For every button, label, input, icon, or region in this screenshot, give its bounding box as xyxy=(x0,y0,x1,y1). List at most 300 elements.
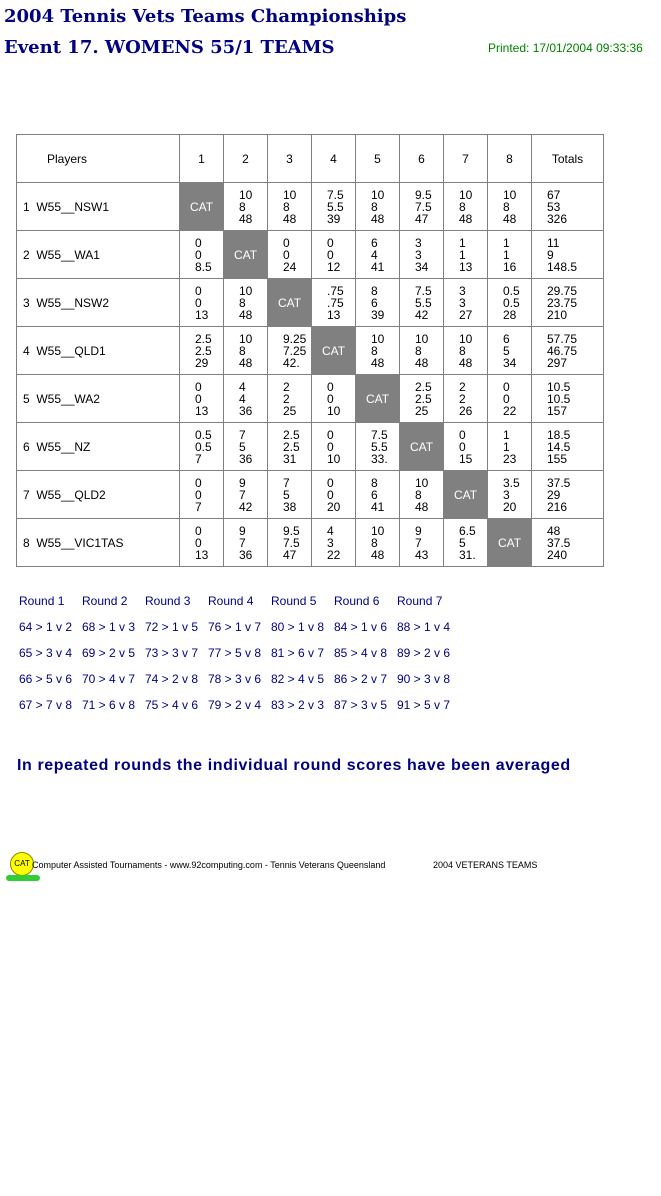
score-value: 48 xyxy=(459,356,473,370)
score-value: 9.25 xyxy=(283,332,307,346)
score-value: 0 xyxy=(195,380,202,394)
score-cell xyxy=(180,327,224,375)
score-value: 16 xyxy=(503,260,517,274)
score-value: 5.5 xyxy=(415,296,432,310)
team-row xyxy=(17,231,604,279)
score-value: 8 xyxy=(371,536,378,550)
match-entry: 80 > 1 v 8 xyxy=(271,620,325,634)
score-cell xyxy=(312,183,356,231)
score-cell xyxy=(444,183,488,231)
score-value: 0 xyxy=(459,440,466,454)
round-header: Round 3 xyxy=(145,594,191,608)
score-value: 48 xyxy=(459,212,473,226)
score-value: 47 xyxy=(415,212,429,226)
match-entry: 84 > 1 v 6 xyxy=(334,620,388,634)
score-value: 10 xyxy=(415,476,429,490)
score-value: 25 xyxy=(415,404,429,418)
score-value: 0 xyxy=(503,380,510,394)
score-value: 13 xyxy=(459,260,473,274)
score-value: 10 xyxy=(415,332,429,346)
cat-cell: CAT xyxy=(488,519,532,567)
team-name-cell xyxy=(17,423,180,471)
score-cell xyxy=(180,375,224,423)
score-cell xyxy=(400,231,444,279)
score-cell xyxy=(400,327,444,375)
score-value: 7 xyxy=(415,536,422,550)
score-value: 2.5 xyxy=(195,332,212,346)
score-value: 36 xyxy=(239,548,253,562)
score-value: 0 xyxy=(195,476,202,490)
total-value: 10.5 xyxy=(547,380,571,394)
score-value: 43 xyxy=(415,548,429,562)
score-cell xyxy=(400,183,444,231)
total-value: 240 xyxy=(547,548,568,562)
score-value: 41 xyxy=(371,260,385,274)
score-cell xyxy=(488,423,532,471)
score-value: 8 xyxy=(371,476,378,490)
rounds-match-row xyxy=(19,698,460,724)
score-value: 0 xyxy=(327,236,334,250)
match-entry: 74 > 2 v 8 xyxy=(145,672,199,686)
score-value: 0 xyxy=(327,488,334,502)
score-value: 22 xyxy=(503,404,517,418)
match-entry: 70 > 4 v 7 xyxy=(82,672,136,686)
score-value: 8 xyxy=(239,344,246,358)
team-name: W55__WA1 xyxy=(36,247,100,262)
logo-underline xyxy=(6,875,40,881)
match-entry: 89 > 2 v 6 xyxy=(397,646,451,660)
total-value: 210 xyxy=(547,308,568,322)
score-value: 42 xyxy=(239,500,253,514)
score-value: 0 xyxy=(283,236,290,250)
score-value: 2.5 xyxy=(415,392,432,406)
score-cell xyxy=(488,279,532,327)
score-cell xyxy=(224,279,268,327)
score-cell xyxy=(444,279,488,327)
score-value: 0 xyxy=(283,248,290,262)
score-value: 0 xyxy=(195,488,202,502)
match-entry: 85 > 4 v 8 xyxy=(334,646,388,660)
score-cell xyxy=(356,231,400,279)
total-value: 29.75 xyxy=(547,284,578,298)
match-entry: 73 > 3 v 7 xyxy=(145,646,199,660)
total-value: 37.5 xyxy=(547,476,571,490)
score-cell xyxy=(268,183,312,231)
score-value: 3 xyxy=(415,236,422,250)
score-value: 25 xyxy=(283,404,297,418)
score-cell xyxy=(268,231,312,279)
col-header: 8 xyxy=(488,135,532,183)
team-row xyxy=(17,471,604,519)
match-entry: 77 > 5 v 8 xyxy=(208,646,262,660)
score-value: 13 xyxy=(195,308,209,322)
cat-cell: CAT xyxy=(268,279,312,327)
score-value: 8 xyxy=(503,200,510,214)
score-value: 5 xyxy=(503,344,510,358)
score-value: 0 xyxy=(327,380,334,394)
score-value: 1 xyxy=(459,236,466,250)
team-name: W55__QLD1 xyxy=(36,343,106,358)
score-cell xyxy=(488,327,532,375)
score-cell xyxy=(488,231,532,279)
score-value: 5.5 xyxy=(371,440,388,454)
total-value: 11 xyxy=(547,236,560,250)
match-entry: 82 > 4 v 5 xyxy=(271,672,325,686)
score-value: 6 xyxy=(371,296,378,310)
total-value: 155 xyxy=(547,452,568,466)
col-header: 4 xyxy=(312,135,356,183)
score-value: 7.25 xyxy=(283,344,307,358)
score-value: 0 xyxy=(327,428,334,442)
total-value: 37.5 xyxy=(547,536,571,550)
team-name-cell xyxy=(17,471,180,519)
footer-credit: Computer Assisted Tournaments - www.92computing.com - Tennis Veterans Queensland xyxy=(32,860,386,870)
score-cell xyxy=(444,327,488,375)
team-name-cell xyxy=(17,279,180,327)
totals-cell xyxy=(532,279,604,327)
score-cell xyxy=(312,231,356,279)
score-value: 3 xyxy=(459,284,466,298)
score-value: 10 xyxy=(283,188,297,202)
totals-cell xyxy=(532,231,604,279)
score-value: 34 xyxy=(503,356,517,370)
match-entry: 88 > 1 v 4 xyxy=(397,620,451,634)
rounds-match-row xyxy=(19,620,460,646)
score-value: 8.5 xyxy=(195,260,212,274)
team-number: 2 xyxy=(23,247,30,262)
round-header: Round 6 xyxy=(334,594,380,608)
score-value: 36 xyxy=(239,404,253,418)
score-value: 0 xyxy=(195,524,202,538)
score-value: 9 xyxy=(239,476,246,490)
totals-cell xyxy=(532,183,604,231)
score-cell xyxy=(180,471,224,519)
score-value: 7 xyxy=(239,488,246,502)
score-value: 8 xyxy=(459,344,466,358)
total-value: 67 xyxy=(547,188,561,202)
team-name: W55__VIC1TAS xyxy=(36,535,124,550)
score-value: 13 xyxy=(195,548,209,562)
score-value: 31. xyxy=(459,548,476,562)
total-value: 326 xyxy=(547,212,568,226)
team-row xyxy=(17,183,604,231)
round-header: Round 7 xyxy=(397,594,443,608)
score-value: 6 xyxy=(371,488,378,502)
score-value: 24 xyxy=(283,260,297,274)
match-entry: 83 > 2 v 3 xyxy=(271,698,325,712)
score-value: 8 xyxy=(371,344,378,358)
team-number: 1 xyxy=(23,199,30,214)
score-value: 48 xyxy=(283,212,297,226)
score-value: 0 xyxy=(195,236,202,250)
score-cell xyxy=(312,279,356,327)
score-value: 4 xyxy=(371,248,378,262)
score-value: 10 xyxy=(239,284,253,298)
score-cell xyxy=(400,471,444,519)
score-cell xyxy=(268,519,312,567)
cat-cell: CAT xyxy=(180,183,224,231)
score-value: 2 xyxy=(459,380,466,394)
score-value: 10 xyxy=(371,332,385,346)
rounds-match-row xyxy=(19,646,460,672)
score-value: 20 xyxy=(503,500,517,514)
team-number: 3 xyxy=(23,295,30,310)
col-header: 6 xyxy=(400,135,444,183)
match-entry: 68 > 1 v 3 xyxy=(82,620,136,634)
totals-cell xyxy=(532,423,604,471)
team-name: W55__QLD2 xyxy=(36,487,106,502)
cat-cell: CAT xyxy=(356,375,400,423)
score-value: 48 xyxy=(371,356,385,370)
team-number: 8 xyxy=(23,535,30,550)
score-value: 4 xyxy=(239,380,246,394)
results-grid xyxy=(16,134,604,567)
score-value: 1 xyxy=(503,440,510,454)
score-value: 7 xyxy=(195,452,202,466)
team-name-cell xyxy=(17,183,180,231)
score-value: 10 xyxy=(459,188,473,202)
score-value: 1 xyxy=(503,248,510,262)
page-title: 2004 Tennis Vets Teams Championships xyxy=(4,6,407,27)
total-value: 157 xyxy=(547,404,568,418)
score-value: 1 xyxy=(459,248,466,262)
totals-cell xyxy=(532,327,604,375)
cat-logo-icon: CAT xyxy=(10,852,34,876)
score-value: 4 xyxy=(327,524,334,538)
score-value: 36 xyxy=(239,452,253,466)
score-cell xyxy=(488,375,532,423)
rounds-match-row xyxy=(19,672,460,698)
totals-cell xyxy=(532,375,604,423)
total-value: 57.75 xyxy=(547,332,578,346)
score-cell xyxy=(224,183,268,231)
score-value: 0 xyxy=(327,392,334,406)
score-value: 13 xyxy=(195,404,209,418)
score-value: 0 xyxy=(503,392,510,406)
score-value: 0 xyxy=(195,392,202,406)
score-value: .75 xyxy=(327,296,344,310)
match-entry: 75 > 4 v 6 xyxy=(145,698,199,712)
players-header: Players xyxy=(17,135,180,183)
cat-cell: CAT xyxy=(444,471,488,519)
score-value: 6 xyxy=(371,236,378,250)
score-value: 8 xyxy=(371,284,378,298)
total-value: 297 xyxy=(547,356,568,370)
team-name-cell xyxy=(17,231,180,279)
score-cell xyxy=(224,423,268,471)
score-value: 2 xyxy=(459,392,466,406)
team-row xyxy=(17,279,604,327)
score-cell xyxy=(268,423,312,471)
col-header: 1 xyxy=(180,135,224,183)
score-value: 10 xyxy=(327,452,341,466)
score-value: 26 xyxy=(459,404,473,418)
score-value: 7 xyxy=(283,476,290,490)
score-value: 7.5 xyxy=(283,536,300,550)
score-value: 0.5 xyxy=(195,428,212,442)
score-value: 48 xyxy=(415,500,429,514)
score-value: 27 xyxy=(459,308,473,322)
score-cell xyxy=(400,279,444,327)
match-entry: 65 > 3 v 4 xyxy=(19,646,73,660)
team-row xyxy=(17,375,604,423)
match-entry: 67 > 7 v 8 xyxy=(19,698,73,712)
footer xyxy=(6,852,606,884)
team-name-cell xyxy=(17,375,180,423)
score-cell xyxy=(180,423,224,471)
match-entry: 69 > 2 v 5 xyxy=(82,646,136,660)
team-row xyxy=(17,327,604,375)
total-value: 53 xyxy=(547,200,561,214)
total-value: 10.5 xyxy=(547,392,571,406)
score-value: 10 xyxy=(371,524,385,538)
score-cell xyxy=(400,375,444,423)
score-value: 20 xyxy=(327,500,341,514)
score-value: 7.5 xyxy=(327,188,344,202)
score-value: 3 xyxy=(327,536,334,550)
match-entry: 66 > 5 v 6 xyxy=(19,672,73,686)
score-value: 28 xyxy=(503,308,517,322)
total-value: 148.5 xyxy=(547,260,578,274)
match-entry: 86 > 2 v 7 xyxy=(334,672,388,686)
score-cell xyxy=(444,375,488,423)
score-cell xyxy=(488,183,532,231)
score-cell xyxy=(268,471,312,519)
score-value: 1 xyxy=(503,236,510,250)
score-cell xyxy=(180,279,224,327)
score-value: 10 xyxy=(459,332,473,346)
round-header: Round 1 xyxy=(19,594,65,608)
round-header: Round 4 xyxy=(208,594,254,608)
score-cell xyxy=(356,183,400,231)
score-value: 0 xyxy=(327,248,334,262)
score-value: 10 xyxy=(239,332,253,346)
score-value: 47 xyxy=(283,548,297,562)
total-value: 9 xyxy=(547,248,554,262)
score-value: 10 xyxy=(239,188,253,202)
team-number: 5 xyxy=(23,391,30,406)
score-value: 10 xyxy=(503,188,517,202)
cat-cell: CAT xyxy=(312,327,356,375)
total-value: 46.75 xyxy=(547,344,578,358)
match-entry: 71 > 6 v 8 xyxy=(82,698,136,712)
team-number: 7 xyxy=(23,487,30,502)
score-value: 22 xyxy=(327,548,341,562)
match-entry: 90 > 3 v 8 xyxy=(397,672,451,686)
score-value: 0 xyxy=(195,296,202,310)
score-value: 8 xyxy=(415,488,422,502)
score-cell xyxy=(400,519,444,567)
team-row xyxy=(17,519,604,567)
score-cell xyxy=(356,327,400,375)
score-value: 7.5 xyxy=(415,200,432,214)
score-value: 5 xyxy=(283,488,290,502)
score-cell xyxy=(268,375,312,423)
col-header: 3 xyxy=(268,135,312,183)
team-number: 6 xyxy=(23,439,30,454)
score-value: 0.5 xyxy=(503,296,520,310)
score-cell xyxy=(312,519,356,567)
score-value: 48 xyxy=(415,356,429,370)
match-entry: 72 > 1 v 5 xyxy=(145,620,199,634)
score-value: 6.5 xyxy=(459,524,476,538)
score-value: 7 xyxy=(195,500,202,514)
score-value: 13 xyxy=(327,308,341,322)
score-cell xyxy=(444,423,488,471)
score-cell xyxy=(356,471,400,519)
score-value: 9 xyxy=(415,524,422,538)
totals-cell xyxy=(532,519,604,567)
score-value: 8 xyxy=(239,296,246,310)
score-value: 0.5 xyxy=(503,284,520,298)
team-name: W55__WA2 xyxy=(36,391,100,406)
total-value: 216 xyxy=(547,500,568,514)
score-value: .75 xyxy=(327,284,344,298)
score-cell xyxy=(356,519,400,567)
score-value: 48 xyxy=(239,308,253,322)
score-value: 0.5 xyxy=(195,440,212,454)
total-value: 29 xyxy=(547,488,561,502)
score-value: 0 xyxy=(195,248,202,262)
score-cell xyxy=(444,519,488,567)
score-value: 7.5 xyxy=(371,428,388,442)
score-value: 3 xyxy=(503,488,510,502)
col-header: 5 xyxy=(356,135,400,183)
score-value: 5 xyxy=(239,440,246,454)
score-value: 0 xyxy=(459,428,466,442)
score-value: 42 xyxy=(415,308,429,322)
score-value: 8 xyxy=(415,344,422,358)
score-value: 2 xyxy=(283,380,290,394)
score-cell xyxy=(312,423,356,471)
round-header: Round 2 xyxy=(82,594,128,608)
score-cell xyxy=(312,471,356,519)
score-value: 8 xyxy=(283,200,290,214)
rounds-schedule xyxy=(19,594,460,724)
team-name: W55__NSW1 xyxy=(36,199,110,214)
col-header: 7 xyxy=(444,135,488,183)
score-value: 10 xyxy=(371,188,385,202)
score-value: 3.5 xyxy=(503,476,520,490)
score-value: 48 xyxy=(371,212,385,226)
score-cell xyxy=(444,231,488,279)
score-value: 5 xyxy=(459,536,466,550)
score-value: 3 xyxy=(459,296,466,310)
event-title: Event 17. WOMENS 55/1 TEAMS xyxy=(4,37,335,58)
total-value: 18.5 xyxy=(547,428,571,442)
score-value: 7 xyxy=(239,536,246,550)
score-value: 0 xyxy=(327,440,334,454)
score-value: 2 xyxy=(283,392,290,406)
team-number: 4 xyxy=(23,343,30,358)
score-value: 48 xyxy=(239,212,253,226)
score-value: 2.5 xyxy=(195,344,212,358)
score-value: 2.5 xyxy=(283,428,300,442)
team-row xyxy=(17,423,604,471)
score-value: 29 xyxy=(195,356,209,370)
team-name-cell xyxy=(17,519,180,567)
score-value: 48 xyxy=(371,548,385,562)
totals-header: Totals xyxy=(532,135,604,183)
score-cell xyxy=(180,519,224,567)
score-cell xyxy=(312,375,356,423)
score-value: 12 xyxy=(327,260,341,274)
score-value: 2.5 xyxy=(415,380,432,394)
grid-header-row xyxy=(17,135,604,183)
footer-event: 2004 VETERANS TEAMS xyxy=(433,860,538,870)
score-value: 38 xyxy=(283,500,297,514)
rounds-header-row xyxy=(19,594,460,620)
